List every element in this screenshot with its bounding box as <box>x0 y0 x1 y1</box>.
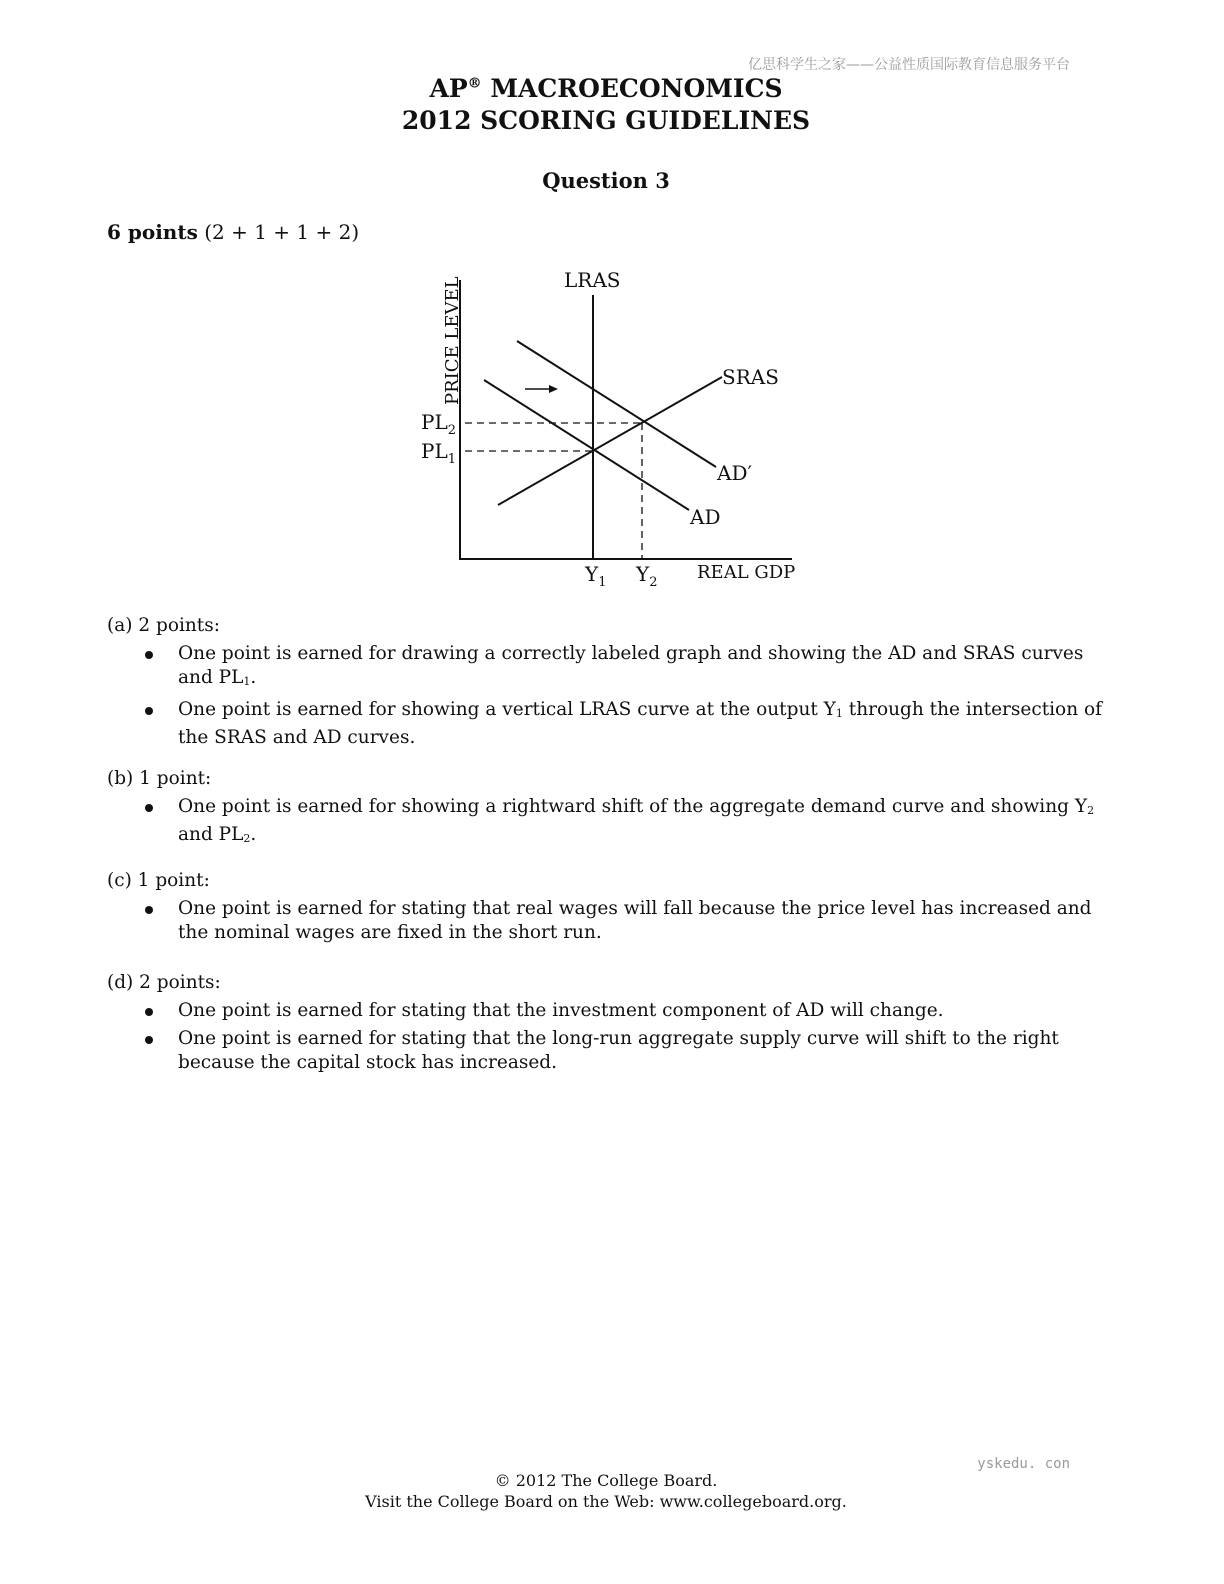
watermark-bottom: yskedu. con <box>977 1456 1070 1472</box>
ad-prime-curve <box>517 341 716 467</box>
section-a <box>107 614 1107 754</box>
y-axis-label: PRICE LEVEL <box>442 276 463 405</box>
page-title <box>0 73 1212 105</box>
registered-mark: ® <box>467 75 482 92</box>
section-b <box>107 767 1107 855</box>
section-b-head: (b) 1 point: <box>107 768 212 789</box>
pl1-label: $PL_1$ <box>421 439 457 467</box>
footer <box>0 1470 1212 1512</box>
list-item: One point is earned for drawing a correctly labeled graph and showing the AD and SRAS curves and PL1. <box>107 642 1107 694</box>
section-a-head: (a) 2 points: <box>107 615 220 636</box>
lras-label: LRAS <box>564 268 621 292</box>
sras-label: SRAS <box>722 365 779 389</box>
shift-arrow-icon <box>549 385 558 393</box>
ad-label: AD <box>690 505 721 529</box>
list-item: One point is earned for stating that the investment component of AD will change. <box>107 999 1107 1023</box>
watermark-top: 亿思科学生之家——公益性质国际教育信息服务平台 <box>748 57 1070 73</box>
section-c <box>107 869 1107 949</box>
list-item: One point is earned for showing a rightward shift of the aggregate demand curve and showing Y2 and PL2. <box>107 795 1107 851</box>
points-total: 6 points <box>107 220 198 244</box>
title-subject: MACROECONOMICS <box>481 74 783 103</box>
section-d <box>107 971 1107 1079</box>
points-summary <box>107 220 359 244</box>
y2-label: $Y_2$ <box>636 562 658 590</box>
footer-copyright: © 2012 The College Board. <box>494 1471 718 1490</box>
question-heading: Question 3 <box>542 168 670 193</box>
list-item: One point is earned for stating that real wages will fall because the price level has increased and the nominal wages are fixed in the short run. <box>107 897 1107 945</box>
ad-prime-label: AD′ <box>717 461 753 485</box>
ad-curve <box>484 380 689 510</box>
section-d-head: (d) 2 points: <box>107 972 221 993</box>
sras-curve <box>498 377 722 505</box>
points-breakdown: (2 + 1 + 1 + 2) <box>197 220 360 244</box>
y1-label: $Y_1$ <box>585 562 607 590</box>
page-subtitle: 2012 SCORING GUIDELINES <box>401 106 811 135</box>
list-item: One point is earned for stating that the long-run aggregate supply curve will shift to the right because the capital stock has increased. <box>107 1027 1107 1075</box>
list-item: One point is earned for showing a vertical LRAS curve at the output Y1 through the intersection of the SRAS and AD curves. <box>107 698 1107 750</box>
x-axis-label: REAL GDP <box>697 562 796 583</box>
pl2-label: $PL_2$ <box>421 410 457 438</box>
ad-as-graph <box>410 265 810 595</box>
section-c-head: (c) 1 point: <box>107 870 210 891</box>
footer-visit: Visit the College Board on the Web: www.collegeboard.org. <box>365 1492 847 1511</box>
title-ap: AP <box>429 74 468 103</box>
